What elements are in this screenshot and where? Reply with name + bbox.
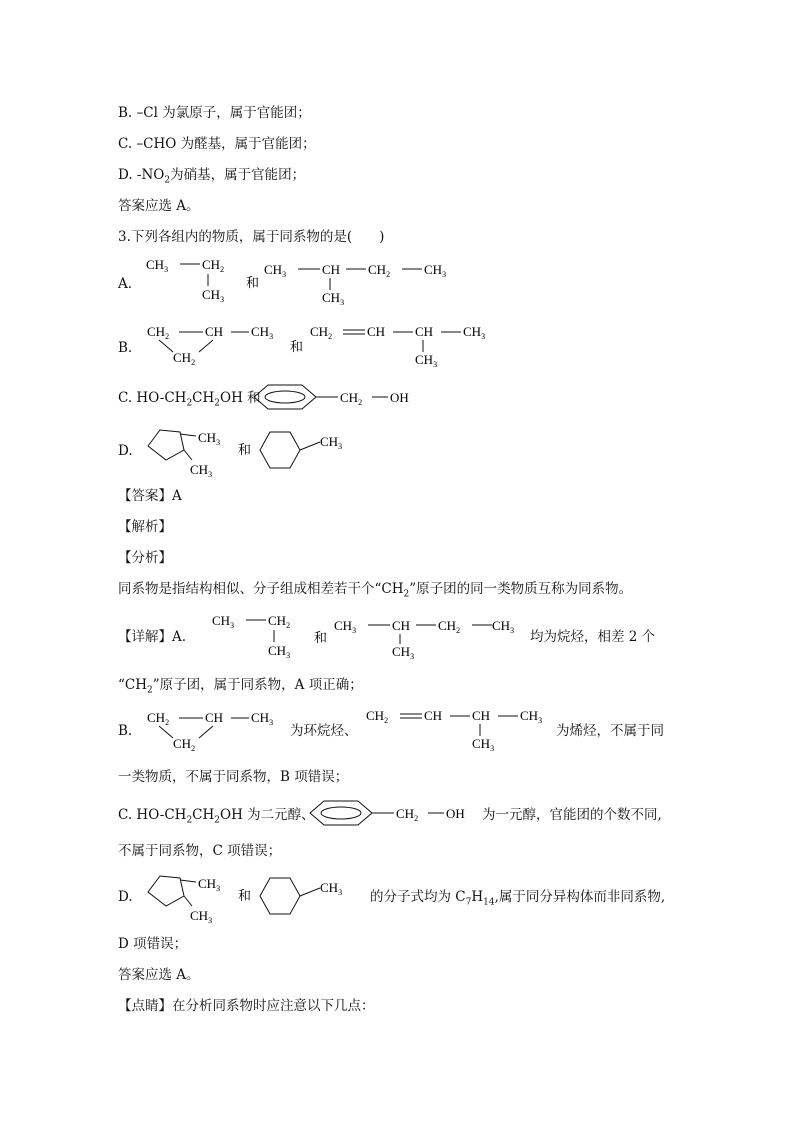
svg-text:CH2: $CH_2$ [368,262,391,279]
option-a-label: A. [118,276,133,292]
svg-text:CH2: $CH_2$ [268,613,291,630]
analysis-heading: 【解析】 [118,519,172,535]
svg-text:CH3: $CH_3$ [492,618,515,635]
svg-text:CH: CH [415,324,434,339]
detail-c-benzyl-alcohol [306,798,486,830]
svg-text:CH3: $CH_3$ [264,262,287,279]
svg-text:CH2: $CH_2$ [438,618,461,635]
svg-text:CH2: $CH_2$ [147,324,170,341]
detail-a-structures [210,610,530,660]
svg-text:和: 和 [238,888,252,903]
detail-b-line2: 一类物质，不属于同系物，B 项错误； [118,769,349,785]
svg-text:CH: CH [322,262,341,277]
svg-text:CH3: $CH_3$ [320,434,343,451]
svg-text:CH: CH [205,324,224,339]
option-b-label: B. [118,340,133,356]
svg-text:CH2: $CH_2$ [202,257,225,274]
option-c-explanation: C. –CHO 为醛基，属于官能团； [118,136,316,152]
svg-text:CH3: $CH_3$ [268,643,291,660]
option-d-explanation: D. $-NO_2$为硝基，属于官能团； [118,167,306,186]
svg-text:CH3: $CH_3$ [251,710,274,727]
svg-text:CH2: $CH_2$ [173,350,196,367]
svg-text:CH3: $CH_3$ [320,880,343,897]
option-d-structures [144,424,364,482]
svg-text:OH: OH [446,806,465,821]
detail-b-mid: 为环烷烃、 [290,723,358,739]
svg-text:CH3: $CH_3$ [198,430,221,447]
detail-a-line2: “$CH_2$”原子团，属于同系物，A 项正确； [118,677,363,696]
svg-text:CH3: $CH_3$ [190,908,213,925]
svg-text:CH3: $CH_3$ [251,324,274,341]
option-a-structures [140,254,460,306]
option-d-label: D. [118,443,133,459]
svg-text:和: 和 [314,630,328,645]
svg-text:CH: CH [367,324,386,339]
svg-text:CH3: $CH_3$ [424,262,447,279]
detail-c-line2: 不属于同系物，C 项错误； [118,843,282,859]
svg-text:CH3: $CH_3$ [392,644,415,660]
svg-text:和: 和 [238,442,252,457]
answer-line-2: 答案应选 A。 [118,967,200,983]
svg-text:CH2: $CH_2$ [147,710,170,727]
answer-line-1: 答案应选 A。 [118,198,200,214]
fenxi-heading: 【分析】 [118,550,172,566]
homolog-definition: 同系物是指结构相似、分子组成相差若干个“$CH_2$”原子团的同一类物质互称为同系物。 [118,581,633,600]
svg-text:CH2: $CH_2$ [366,708,389,725]
dianjing-heading: 【点睛】在分析同系物时应注意以下几点： [118,998,375,1014]
detail-c-label: C. $HO-CH_2CH_2OH$ 为二元醇、 [118,807,315,826]
svg-text:CH3: $CH_3$ [334,618,357,635]
detail-b-butene [364,702,564,754]
svg-text:CH2: $CH_2$ [340,390,363,407]
detail-c-tail: 为一元醇，官能团的个数不同, [482,807,662,823]
svg-text:CH3: $CH_3$ [322,290,345,306]
option-b-structures [145,318,505,370]
option-c-benzyl-alcohol [250,382,430,414]
svg-text:CH3: $CH_3$ [415,352,438,369]
svg-text:CH3: $CH_3$ [198,876,221,893]
question-3: 3.下列各组内的物质，属于同系物的是( ) [118,229,385,245]
detail-d-structures [144,870,364,928]
svg-text:CH3: $CH_3$ [190,462,213,479]
svg-text:CH2: $CH_2$ [310,324,333,341]
svg-text:CH3: $CH_3$ [212,613,235,630]
svg-text:CH3: $CH_3$ [463,324,486,341]
detail-d-tail: 的分子式均为 $C_7H_{14}$,属于同分异构体而非同系物, [370,889,666,908]
svg-text:和: 和 [246,275,260,290]
svg-text:和: 和 [290,339,304,354]
svg-text:CH2: $CH_2$ [396,806,419,823]
detail-d-label: D. [118,889,133,905]
svg-text:CH3: $CH_3$ [520,708,543,725]
option-c-label: C. $HO-CH_2CH_2OH$ 和 [118,390,261,409]
detail-a-tail: 均为烷烃，相差 2 个 [530,629,656,645]
svg-text:CH3: $CH_3$ [146,257,169,274]
detail-b-tail: 为烯烃，不属于同 [556,723,664,739]
option-b-explanation: B. –Cl 为氯原子，属于官能团； [118,105,311,121]
detail-b-cyclopropane [145,704,290,752]
svg-text:CH2: $CH_2$ [173,736,196,752]
svg-text:OH: OH [390,390,409,405]
detail-d-line2: D 项错误； [118,936,188,952]
svg-text:CH: CH [472,708,491,723]
answer-tag: 【答案】A [118,488,182,504]
detail-b-label: B. [118,723,133,739]
svg-text:CH: CH [392,618,411,633]
svg-text:CH: CH [205,710,224,725]
svg-text:CH: CH [424,708,443,723]
detail-a-label: 【详解】A. [118,629,187,645]
svg-text:CH3: $CH_3$ [472,736,495,753]
svg-text:CH3: $CH_3$ [202,287,225,304]
